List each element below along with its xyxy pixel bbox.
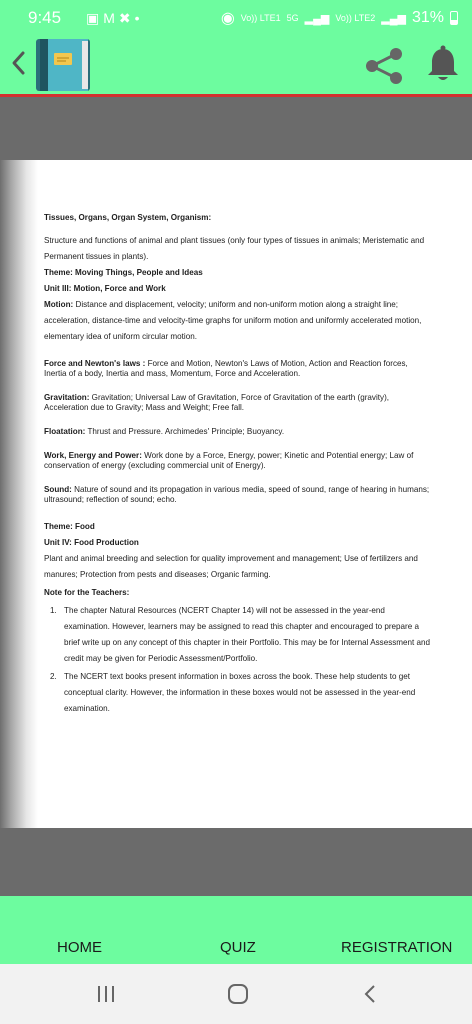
list-item-text: The NCERT text books present information in boxes across the book. These help students to get conceptual clarity. However, the information in these boxes would not be assessed in the year-end examination. [64,672,416,713]
gallery-icon: ▣ [86,10,104,26]
network-type: 5G [286,12,299,23]
network-1: Vo)) LTE1 [240,12,281,23]
work-energy-paragraph [44,451,432,471]
force-label: Force and Newton's laws : [44,359,146,368]
dot-icon: • [134,10,144,26]
hotspot-icon: ◉ [220,10,235,27]
back-button-icon[interactable] [359,983,383,1005]
motion-paragraph [44,297,432,345]
notification-icons [86,10,144,27]
signal-icon: ▂▄▆ [304,12,330,25]
gravitation-label: Gravitation: [44,393,90,402]
book-logo-icon [34,37,92,93]
status-time: 9:45 [28,8,62,27]
status-bar [0,0,472,36]
note-list [44,603,432,717]
gmail-icon: M [103,10,119,26]
food-body: Plant and animal breeding and selection for quality improvement and management; Use of fertilizers and manures; Protection from pests and diseases; Organic farming. [44,554,418,579]
sound-body: Nature of sound and its propagation in various media, speed of sound, range of hearing in humans; ultrasound; reflection of sound; echo. [44,485,430,504]
tissues-heading: Tissues, Organs, Organ System, Organism: [44,213,212,222]
tissues-body: Structure and functions of animal and plant tissues (only four types of tissues in animals; Meristematic and Permanent tissues in plants). [44,236,425,261]
battery-percent: 31% [411,9,444,26]
battery-icon [450,11,458,25]
force-body: Force and Motion, Newton's Laws of Motion, Action and Reaction forces, Inertia of a body, Inertia and mass, Momentum, Force and Acceleration. [44,359,408,378]
motion-label: Motion: [44,300,74,309]
theme-moving-heading: Theme: Moving Things, People and Ideas [44,268,203,277]
motion-body: Distance and displacement, velocity; uniform and non-uniform motion along a straight line; acceleration, distance-time and velocity-time graphs for uniform motion and uniformly accelerated motion, elementary idea of uniform circular motion. [44,300,422,341]
share-icon[interactable] [362,46,406,86]
unit3-heading: Unit III: Motion, Force and Work [44,284,166,293]
floatation-paragraph [44,427,432,437]
status-right [221,8,458,28]
force-paragraph [44,359,432,379]
home-button-icon[interactable] [226,983,250,1005]
list-item-number: 1. [50,606,57,615]
unit4-heading: Unit IV: Food Production [44,538,139,547]
list-item [44,603,432,667]
bottom-nav [0,896,472,964]
note-heading: Note for the Teachers: [44,588,130,597]
nav-home[interactable]: HOME [57,939,102,956]
network-2: Vo)) LTE2 [335,12,376,23]
back-chevron-icon[interactable] [8,48,30,78]
sound-paragraph [44,485,432,505]
nav-registration[interactable]: REGISTRATION [341,939,453,956]
notification-bell-icon[interactable] [423,44,463,84]
list-item-number: 2. [50,672,57,681]
system-nav-bar [0,964,472,1024]
recent-apps-icon[interactable] [94,983,118,1005]
list-item-text: The chapter Natural Resources (NCERT Chapter 14) will not be assessed in the year-end examination. However, learners may be assigned to read this chapter and encouraged to prepare a brief write up on any concept of this chapter in their Portfolio. This may be for Internal Assessment and credit may be given for Periodic Assessment/Portfolio. [64,606,431,663]
work-energy-label: Work, Energy and Power: [44,451,142,460]
app-icon: ✖ [118,10,135,26]
nav-quiz[interactable]: QUIZ [220,939,256,956]
list-item [44,669,432,717]
gravitation-body: Gravitation; Universal Law of Gravitation, Force of Gravitation of the earth (gravity), Acceleration due to Gravity; Mass and Weight; Free fall. [44,393,390,412]
floatation-label: Floatation: [44,427,86,436]
page-shadow [0,160,38,828]
floatation-body: Thrust and Pressure. Archimedes' Principle; Buoyancy. [85,427,285,436]
gravitation-paragraph [44,393,432,413]
page-content [44,210,432,719]
signal-icon-2: ▂▄▆ [381,12,406,25]
theme-food-heading: Theme: Food [44,522,95,531]
document-page[interactable] [0,160,472,828]
sound-label: Sound: [44,485,72,494]
work-energy-body: Work done by a Force, Energy, power; Kinetic and Potential energy; Law of conservation of energy (excluding commercial unit of Energy). [44,451,414,470]
